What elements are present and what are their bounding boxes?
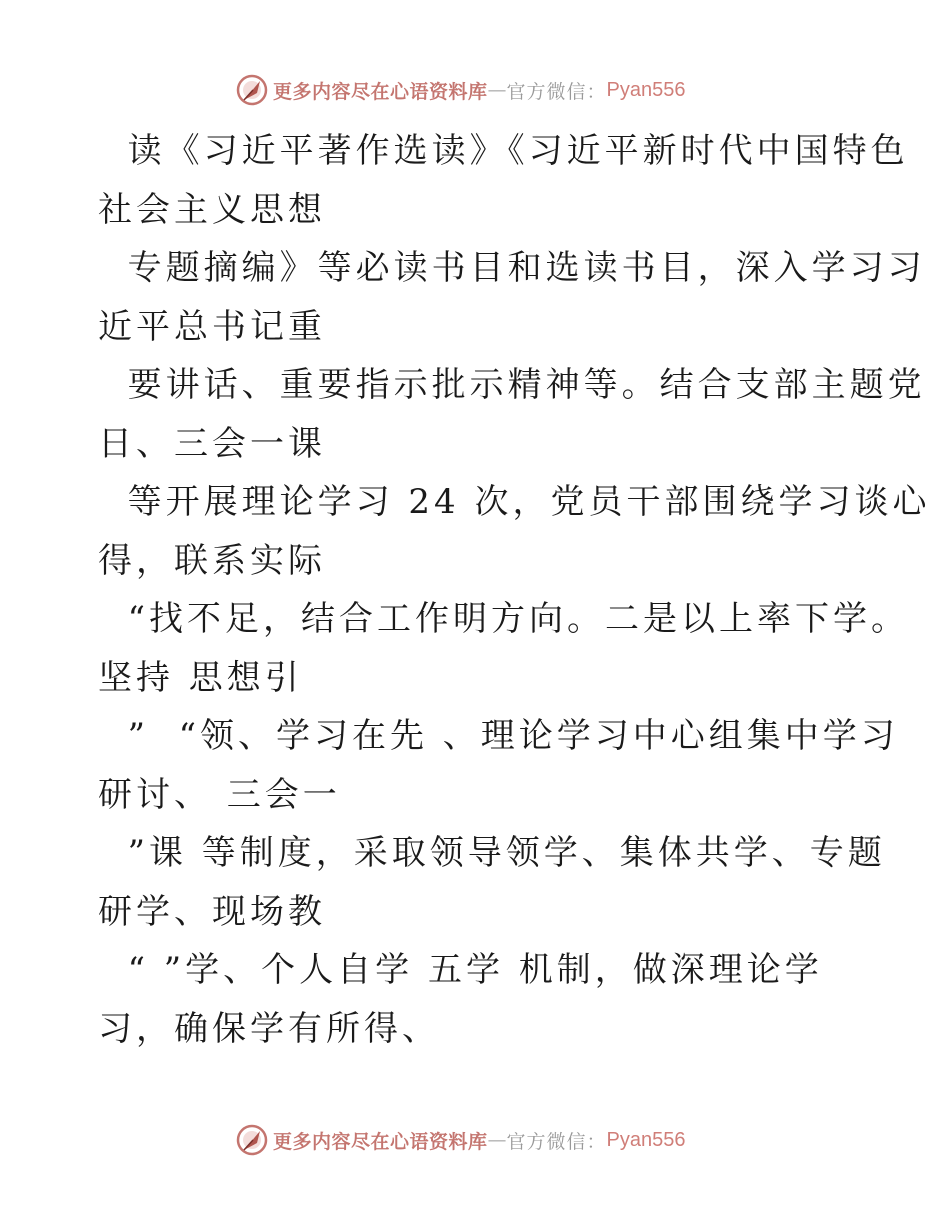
body-line: ” “领、学习在先 、理论学习中心组集中学习 (98, 716, 899, 756)
document-body (98, 122, 931, 1058)
watermark-separator: — (487, 79, 507, 101)
watermark-site-text: 更多内容尽在心语资料库 (273, 1130, 488, 1153)
body-line: 专题摘编》等必读书目和选读书目，深入学习习 (98, 248, 926, 288)
body-line: “ ”学、个人自学 五学 机制，做深理论学 (98, 950, 823, 990)
quill-logo-icon (235, 73, 269, 107)
watermark-label: 官方微信： (506, 80, 607, 103)
body-line: 研讨、 三会一 (98, 774, 341, 815)
body-line: “找不足，结合工作明方向。二是以上率下学。 (98, 599, 909, 639)
body-line: 社会主义思想 (98, 189, 326, 230)
body-line: ”课 等制度，采取领导领学、集体共学、专题 (98, 833, 886, 873)
body-line: 要讲话、重要指示批示精神等。结合支部主题党 (98, 365, 926, 405)
watermark-account: Pyan556 (606, 78, 686, 101)
body-line: 研学、现场教 (98, 891, 326, 932)
header-watermark (235, 72, 755, 108)
body-line: 近平总书记重 (98, 306, 326, 347)
body-line: 习，确保学有所得、 (98, 1008, 440, 1049)
quill-logo-icon (235, 1123, 269, 1157)
footer-watermark (235, 1122, 755, 1158)
body-line: 等开展理论学习 24 次，党员干部围绕学习谈心 (98, 482, 931, 522)
watermark-account: Pyan556 (606, 1128, 686, 1151)
watermark-separator: — (487, 1129, 507, 1151)
watermark-label: 官方微信： (506, 1130, 607, 1153)
body-line: 日、三会一课 (98, 423, 326, 464)
watermark-site-text: 更多内容尽在心语资料库 (273, 80, 488, 103)
body-line: 读《习近平著作选读》《习近平新时代中国特色 (98, 131, 909, 171)
body-line: 得，联系实际 (98, 540, 326, 581)
body-line: 坚持 思想引 (98, 657, 303, 698)
